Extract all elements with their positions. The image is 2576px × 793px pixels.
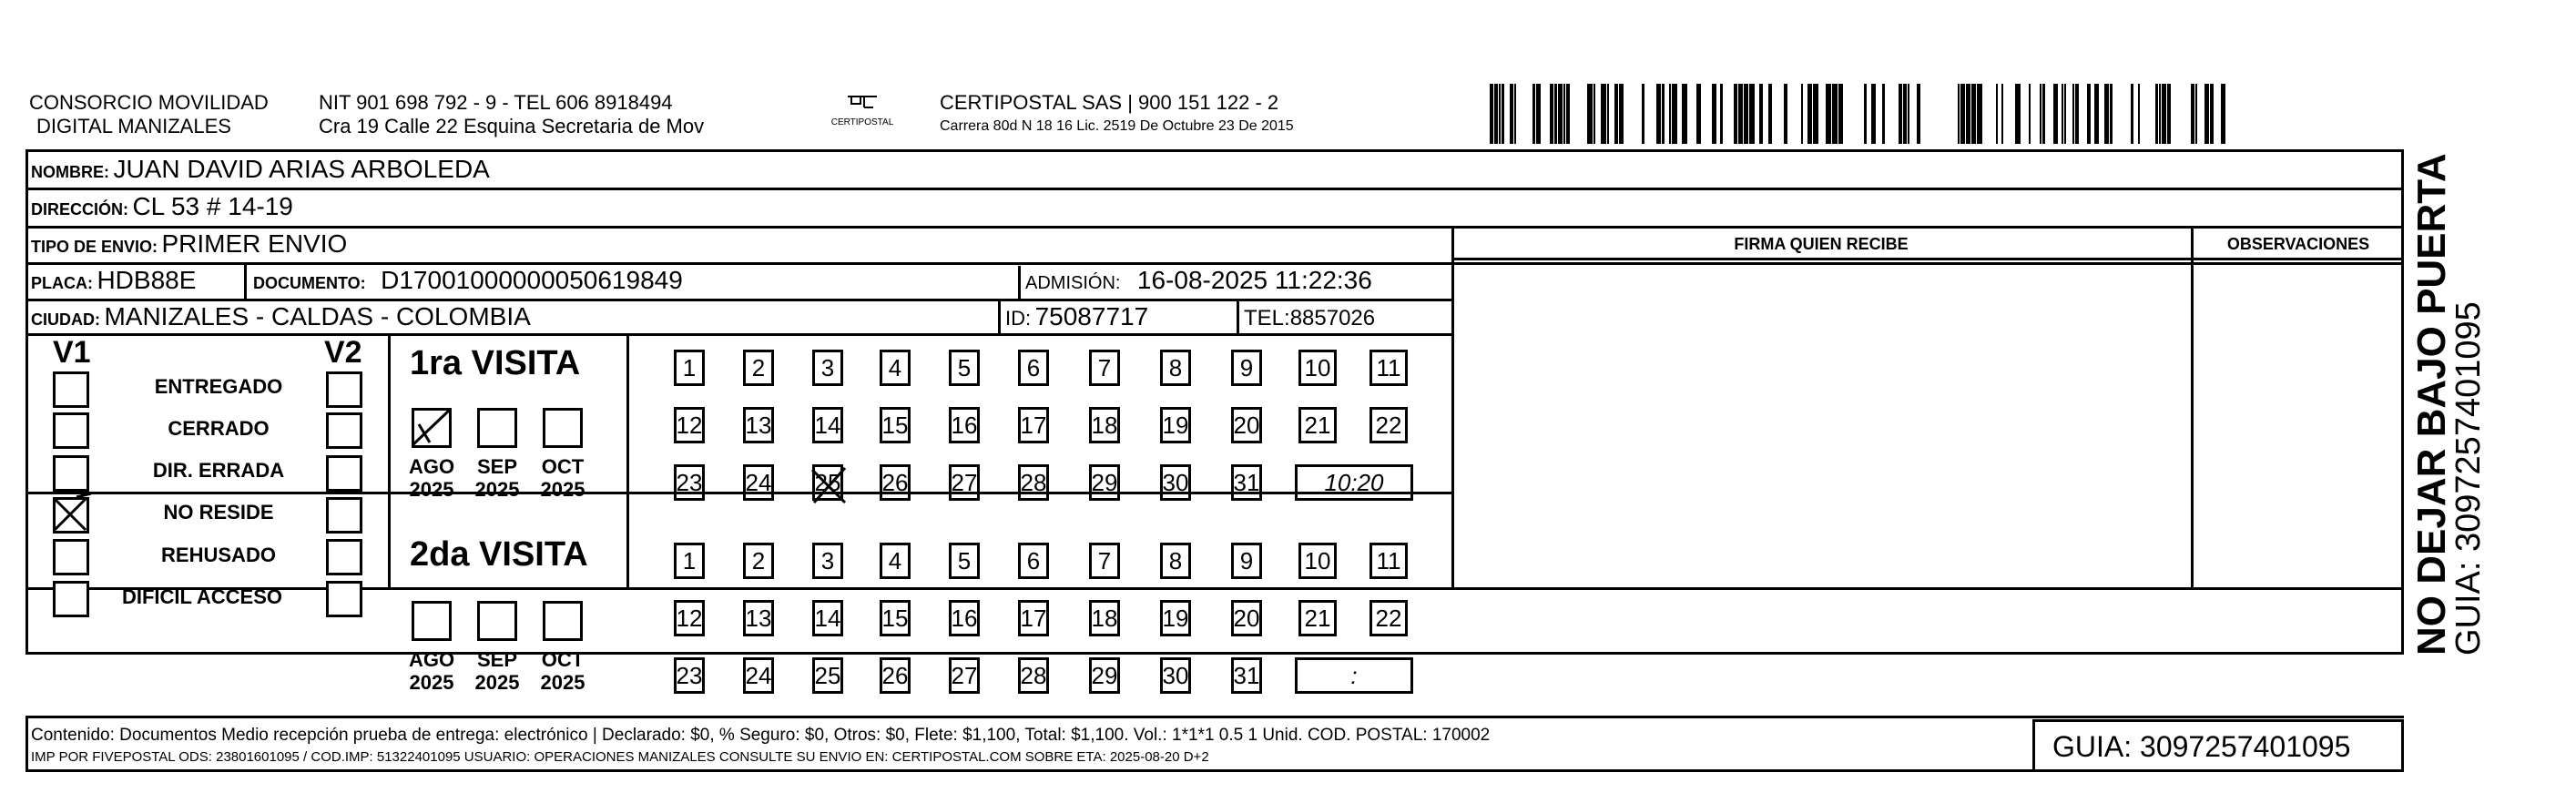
side-text: [2409, 153, 2489, 656]
visit1-day[interactable]: 8: [1160, 350, 1191, 386]
courier-sub: Carrera 80d N 18 16 Lic. 2519 De Octubre 23 De 2015: [940, 118, 1294, 134]
nombre-label: NOMBRE:: [31, 163, 109, 181]
visit2-month-box-1[interactable]: [477, 601, 517, 641]
visit1-day[interactable]: 6: [1018, 350, 1049, 386]
company-info: [319, 91, 704, 138]
courier-info: [940, 91, 1294, 135]
address-line: Cra 19 Calle 22 Esquina Secretaria de Mov: [319, 115, 705, 137]
visit2-day[interactable]: 15: [880, 600, 911, 636]
visit2-day[interactable]: 1: [674, 543, 705, 579]
v2-check-0[interactable]: [326, 371, 362, 408]
visit1-day[interactable]: 14: [812, 407, 843, 443]
status-4: REHUSADO: [161, 544, 276, 566]
visit1-day[interactable]: 30: [1160, 464, 1191, 501]
visit2-day[interactable]: 27: [949, 657, 980, 694]
visit1-day[interactable]: 10: [1298, 350, 1337, 386]
nit-line: NIT 901 698 792 - 9 - TEL 606 8918494: [319, 91, 673, 114]
documento-cell: [253, 266, 683, 295]
v1-check-2[interactable]: [53, 455, 89, 492]
v2-label: V2: [324, 335, 362, 370]
status-2: DIR. ERRADA: [152, 459, 285, 482]
firma-label: FIRMA QUIEN RECIBE: [1734, 235, 1909, 253]
tipo-value: PRIMER ENVIO: [161, 229, 348, 258]
id-cell: [1005, 302, 1148, 331]
visit1-day[interactable]: 2: [743, 350, 774, 386]
v2-check-1[interactable]: [326, 412, 362, 449]
visit2-day[interactable]: 2: [743, 543, 774, 579]
visit2-title: 2da VISITA: [410, 535, 588, 574]
company-name: [29, 91, 269, 138]
visit2-day[interactable]: 13: [743, 600, 774, 636]
visit2-day[interactable]: 24: [743, 657, 774, 694]
visit1-month-2: OCT 2025: [540, 455, 585, 501]
ciudad-label: CIUDAD:: [31, 310, 100, 329]
observaciones-label: OBSERVACIONES: [2226, 235, 2370, 253]
logo-icon: [844, 91, 881, 113]
visit1-day[interactable]: 24: [743, 464, 774, 501]
visit1-day[interactable]: 7: [1089, 350, 1120, 386]
visit1-day[interactable]: 5: [949, 350, 980, 386]
visit1-month-1: SEP 2025: [474, 455, 520, 501]
tel-value: 8857026: [1289, 306, 1376, 330]
v1-check-5[interactable]: [53, 581, 89, 617]
placa-value: HDB88E: [97, 266, 197, 294]
visit2-month-2: OCT 2025: [540, 648, 585, 694]
side-guia: GUIA: 3097257401095: [2449, 301, 2488, 656]
id-label: ID:: [1005, 307, 1032, 330]
v2-check-3[interactable]: [326, 497, 362, 534]
barcode: [1490, 84, 2227, 144]
status-1: CERRADO: [168, 417, 270, 440]
visit1-day[interactable]: 12: [674, 407, 705, 443]
visit1-day[interactable]: 21: [1298, 407, 1337, 443]
visit1-day[interactable]: 1: [674, 350, 705, 386]
visit2-day[interactable]: 11: [1369, 543, 1408, 579]
v1-check-4[interactable]: [53, 539, 89, 575]
v1-check-1[interactable]: [53, 412, 89, 449]
status-3: NO RESIDE: [163, 501, 274, 524]
visit1-day[interactable]: 18: [1089, 407, 1120, 443]
certipostal-logo: [830, 91, 894, 127]
admision-value: 16-08-2025 11:22:36: [1136, 266, 1372, 294]
guia-footer: GUIA: 3097257401095: [2052, 730, 2351, 763]
tel-cell: [1244, 306, 1375, 331]
visit1-day[interactable]: 29: [1089, 464, 1120, 501]
visit2-day[interactable]: 28: [1018, 657, 1049, 694]
visit2-month-0: AGO 2025: [408, 648, 455, 694]
company-line2: DIGITAL MANIZALES: [36, 115, 231, 137]
visit2-month-1: SEP 2025: [474, 648, 520, 694]
direccion-row: [31, 192, 293, 221]
direccion-label: DIRECCIÓN:: [31, 200, 128, 219]
visit2-day[interactable]: 17: [1018, 600, 1049, 636]
nombre-row: [31, 155, 490, 184]
visit1-day[interactable]: 11: [1369, 350, 1408, 386]
status-5: DIFICIL ACCESO: [121, 585, 282, 608]
v2-check-2[interactable]: [326, 455, 362, 492]
visit2-month-box-0[interactable]: [412, 601, 452, 641]
visit1-month-box-2[interactable]: [543, 408, 583, 448]
tel-label: TEL:: [1244, 306, 1290, 330]
nombre-value: JUAN DAVID ARIAS ARBOLEDA: [113, 155, 490, 183]
visit2-day[interactable]: 18: [1089, 600, 1120, 636]
visit1-day[interactable]: 17: [1018, 407, 1049, 443]
visit1-day[interactable]: 27: [949, 464, 980, 501]
month-check-icon: [410, 404, 455, 450]
visit2-day[interactable]: 16: [949, 600, 980, 636]
tipo-label: TIPO DE ENVIO:: [31, 238, 158, 256]
visit1-day[interactable]: 31: [1231, 464, 1262, 501]
visit2-day[interactable]: 10: [1298, 543, 1337, 579]
v1-label: V1: [53, 335, 91, 370]
visit2-day[interactable]: 6: [1018, 543, 1049, 579]
imp-text: IMP POR FIVEPOSTAL ODS: 23801601095 / COD.IMP: 51322401095 USUARIO: OPERACIONES MANIZALES CONSULTE SU ENVIO EN: CERTIPOSTAL.COM SOBRE ETA: 2025-08-20 D+2: [31, 749, 1209, 765]
ciudad-value: MANIZALES - CALDAS - COLOMBIA: [104, 302, 531, 330]
visit1-day[interactable]: 16: [949, 407, 980, 443]
visit1-title: 1ra VISITA: [410, 344, 581, 382]
visit2-day[interactable]: 3: [812, 543, 843, 579]
visit2-day[interactable]: 26: [880, 657, 911, 694]
visit1-day[interactable]: 23: [674, 464, 705, 501]
admision-cell: [1025, 266, 1372, 295]
visit2-day[interactable]: 21: [1298, 600, 1337, 636]
visit1-day[interactable]: 20: [1231, 407, 1262, 443]
visit2-day[interactable]: 8: [1160, 543, 1191, 579]
visit1-month-box-1[interactable]: [477, 408, 517, 448]
visit2-day[interactable]: 19: [1160, 600, 1191, 636]
v2-check-5[interactable]: [326, 581, 362, 617]
visit2-day[interactable]: 5: [949, 543, 980, 579]
visit1-day[interactable]: 13: [743, 407, 774, 443]
visit2-day[interactable]: 25: [812, 657, 843, 694]
visit1-day[interactable]: 15: [880, 407, 911, 443]
direccion-value: CL 53 # 14-19: [132, 192, 293, 220]
visit1-day[interactable]: 19: [1160, 407, 1191, 443]
visit2-day[interactable]: 29: [1089, 657, 1120, 694]
tipo-row: [31, 229, 347, 259]
v1-check-0[interactable]: [53, 371, 89, 408]
courier-line: CERTIPOSTAL SAS | 900 151 122 - 2: [940, 91, 1279, 114]
status-0: ENTREGADO: [154, 375, 283, 398]
check-mark-icon: [49, 493, 95, 535]
company-line1: CONSORCIO MOVILIDAD: [29, 91, 269, 114]
visit1-month-0: AGO 2025: [408, 455, 455, 501]
v2-check-4[interactable]: [326, 539, 362, 575]
visit1-day[interactable]: 9: [1231, 350, 1262, 386]
side-warning: NO DEJAR BAJO PUERTA: [2409, 153, 2454, 656]
visit2-day[interactable]: 7: [1089, 543, 1120, 579]
visit2-day[interactable]: 22: [1369, 600, 1408, 636]
visit1-time-box[interactable]: 10:20: [1295, 464, 1413, 501]
placa-label: PLACA:: [31, 274, 93, 292]
ciudad-cell: [31, 302, 531, 331]
visit1-day[interactable]: 28: [1018, 464, 1049, 501]
visit2-day[interactable]: 23: [674, 657, 705, 694]
visit1-day[interactable]: 4: [880, 350, 911, 386]
visit1-day[interactable]: 3: [812, 350, 843, 386]
id-value: 75087717: [1034, 302, 1149, 330]
visit2-day[interactable]: 31: [1231, 657, 1262, 694]
documento-value: D170010000000506198​49: [381, 266, 683, 294]
visit2-day[interactable]: 14: [812, 600, 843, 636]
contenido-text: Contenido: Documentos Medio recepción prueba de entrega: electrónico | Declarado: $0, % Seguro: $0, Otros: $0, Flete: $1,100, Total: $1,100. Vol.: 1*1*1 0.5 1 Unid. COD. POSTAL: 170002: [31, 726, 1491, 745]
visit2-time-box[interactable]: :: [1295, 657, 1413, 694]
visit2-day[interactable]: 30: [1160, 657, 1191, 694]
visit1-day[interactable]: 26: [880, 464, 911, 501]
placa-cell: [31, 266, 196, 295]
documento-label: DOCUMENTO:: [253, 274, 366, 292]
visit2-day[interactable]: 12: [674, 600, 705, 636]
visit2-month-box-2[interactable]: [543, 601, 583, 641]
day-check-icon: [809, 464, 850, 508]
visit1-day[interactable]: 25: [812, 464, 843, 501]
visit2-day[interactable]: 9: [1231, 543, 1262, 579]
admision-label: ADMISIÓN:: [1025, 273, 1121, 293]
visit1-day[interactable]: 22: [1369, 407, 1408, 443]
logo-caption: CERTIPOSTAL: [830, 117, 894, 127]
visit2-day[interactable]: 4: [880, 543, 911, 579]
visit2-day[interactable]: 20: [1231, 600, 1262, 636]
